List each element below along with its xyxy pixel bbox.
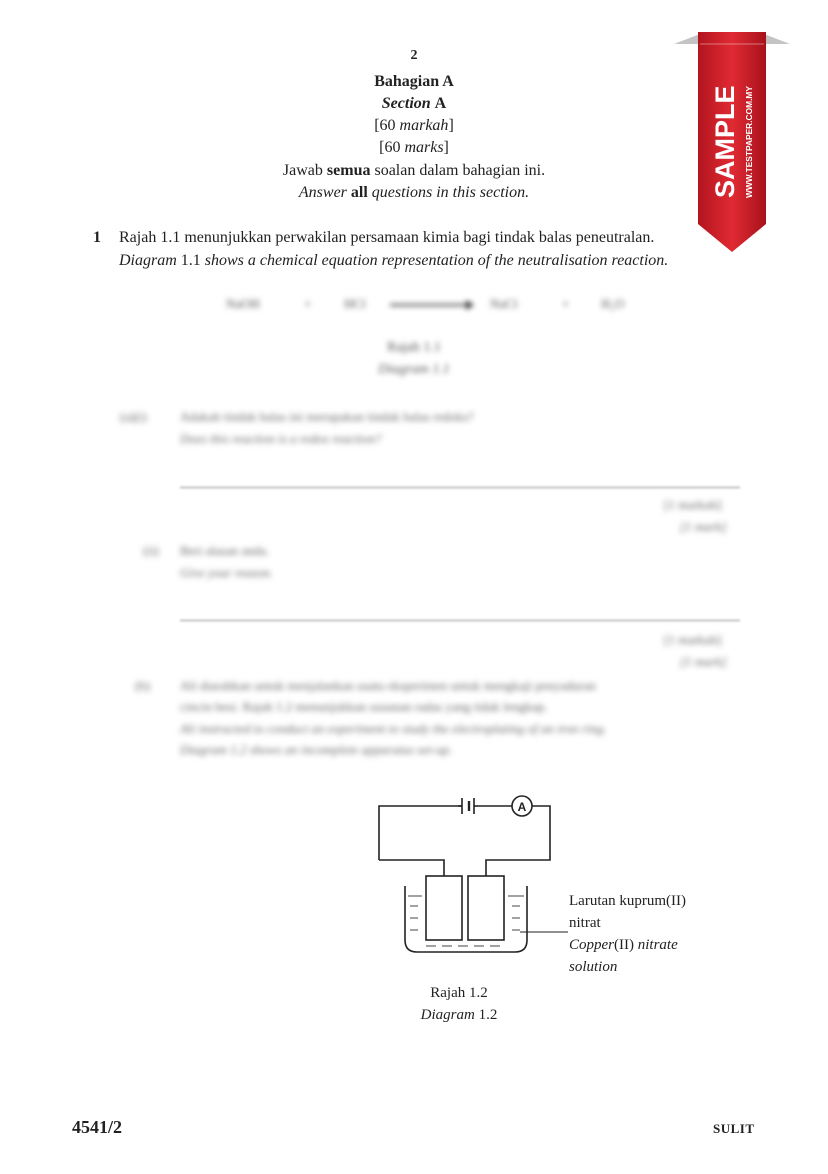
part-a-i-question-en: Does this reaction is a redox reaction? (180, 431, 382, 446)
product-water: H₂O (601, 296, 625, 311)
reactant-naoh: NaOH (226, 296, 260, 311)
part-a-ii-question-ms: Beri alasan anda. (180, 543, 270, 558)
solution-label-en-1 (569, 934, 686, 956)
marks-en-pre: [60 (379, 139, 405, 156)
label-roman: (II) (614, 937, 638, 953)
ribbon-fold-left (674, 34, 700, 44)
marks-en-word: marks (404, 139, 444, 156)
watermark-site: WWW.TESTPAPER.COM.MY (744, 86, 754, 198)
q-en-num: 1.1 (176, 252, 205, 269)
electrode-right (468, 876, 504, 940)
question-text-ms: Rajah 1.1 menunjukkan perwakilan persamaan kimia bagi tindak balas peneutralan. (119, 229, 655, 246)
part-a-ii-label: (ii) (143, 543, 159, 558)
paper-code: 4541/2 (72, 1117, 123, 1137)
marks-ms-post: ] (448, 117, 454, 134)
wire-bottom-left (379, 860, 444, 876)
product-nacl: NaCl (490, 296, 518, 311)
question-text-en (119, 252, 668, 270)
part-a-i-marks-en: [1 mark] (680, 519, 727, 534)
page-number: 2 (410, 48, 418, 63)
electrode-left (426, 876, 462, 940)
part-b-line-1: Ali diarahkan untuk menjalankan suatu eksperimen untuk mengkaji penyaduran (180, 678, 596, 693)
plus-sign-2: + (562, 296, 570, 311)
plus-sign-1: + (304, 296, 312, 311)
solution-label-en-2: solution (569, 959, 618, 975)
marks-ms-pre: [60 (374, 117, 400, 134)
wire-right (486, 806, 550, 876)
part-a-i-question-ms: Adakah tindak balas ini merupakan tindak balas redoks? (180, 409, 474, 424)
question-number: 1 (93, 229, 101, 246)
part-a-i-marks-ms: [1 markah] (664, 497, 722, 512)
part-b-label: (b) (135, 678, 151, 693)
part-a-ii-marks-ms: [1 markah] (664, 632, 722, 647)
q-en-pre: Diagram (119, 252, 177, 269)
part-b-line-3: Ali instructed to conduct an experiment to study the electroplating of an iron ring. (180, 721, 607, 736)
reaction-arrow (390, 304, 470, 306)
wire-left (379, 806, 462, 860)
diagram-1-2-caption-ms: Rajah 1.2 (430, 985, 488, 1001)
section-word: Section (381, 95, 431, 112)
instr-ms-bold: semua (326, 162, 371, 179)
instr-ms-pre: Jawab (282, 162, 327, 179)
watermark-word: SAMPLE (710, 85, 740, 198)
marks-en-post: ] (443, 139, 449, 156)
q-en-post: shows a chemical equation representation of the neutralisation reaction. (204, 252, 669, 269)
ammeter-symbol: A (517, 800, 527, 814)
instr-en-bold: all (350, 184, 368, 201)
diagram-1-2-caption-en (0, 1007, 828, 1024)
label-nitrate: nitrate (637, 937, 678, 953)
part-a-ii-question-en: Give your reason. (180, 565, 274, 580)
label-copper: Copper (569, 937, 614, 953)
caption-diagram-word: Diagram (420, 1007, 475, 1023)
diagram-1-1-caption-ms: Rajah 1.1 (387, 340, 441, 355)
part-a-ii-marks-en: [1 mark] (680, 654, 727, 669)
caption-diagram-num: 1.2 (474, 1007, 498, 1023)
solution-label-ms-2: nitrat (569, 915, 601, 931)
ribbon-fold-right (764, 34, 790, 44)
instr-en-post: questions in this section. (367, 184, 530, 201)
part-a-i-label: (a)(i) (120, 409, 147, 424)
answer-line (180, 487, 740, 488)
confidential-label: SULIT (713, 1121, 755, 1136)
instr-en-pre: Answer (298, 184, 351, 201)
diagram-1-1-caption-en: Diagram 1.1 (378, 362, 450, 377)
electrolysis-apparatus-diagram (370, 790, 570, 960)
part-b-line-2: cincin besi. Rajah 1.2 menunjukkan susunan radas yang tidak lengkap. (180, 699, 548, 714)
solution-label-ms-1: Larutan kuprum(II) (569, 893, 687, 909)
section-title-ms: Bahagian A (374, 73, 454, 90)
solution-label (569, 890, 686, 978)
answer-line (180, 620, 740, 621)
reactant-hcl: HCl (344, 296, 366, 311)
section-letter: A (434, 95, 447, 112)
part-b-line-4: Diagram 1.2 shows an incomplete apparatus set-up. (180, 742, 453, 757)
marks-ms-word: markah (399, 117, 449, 134)
instr-ms-post: soalan dalam bahagian ini. (370, 162, 546, 179)
sample-watermark-ribbon (672, 28, 792, 258)
arrow-head-icon (466, 300, 474, 310)
